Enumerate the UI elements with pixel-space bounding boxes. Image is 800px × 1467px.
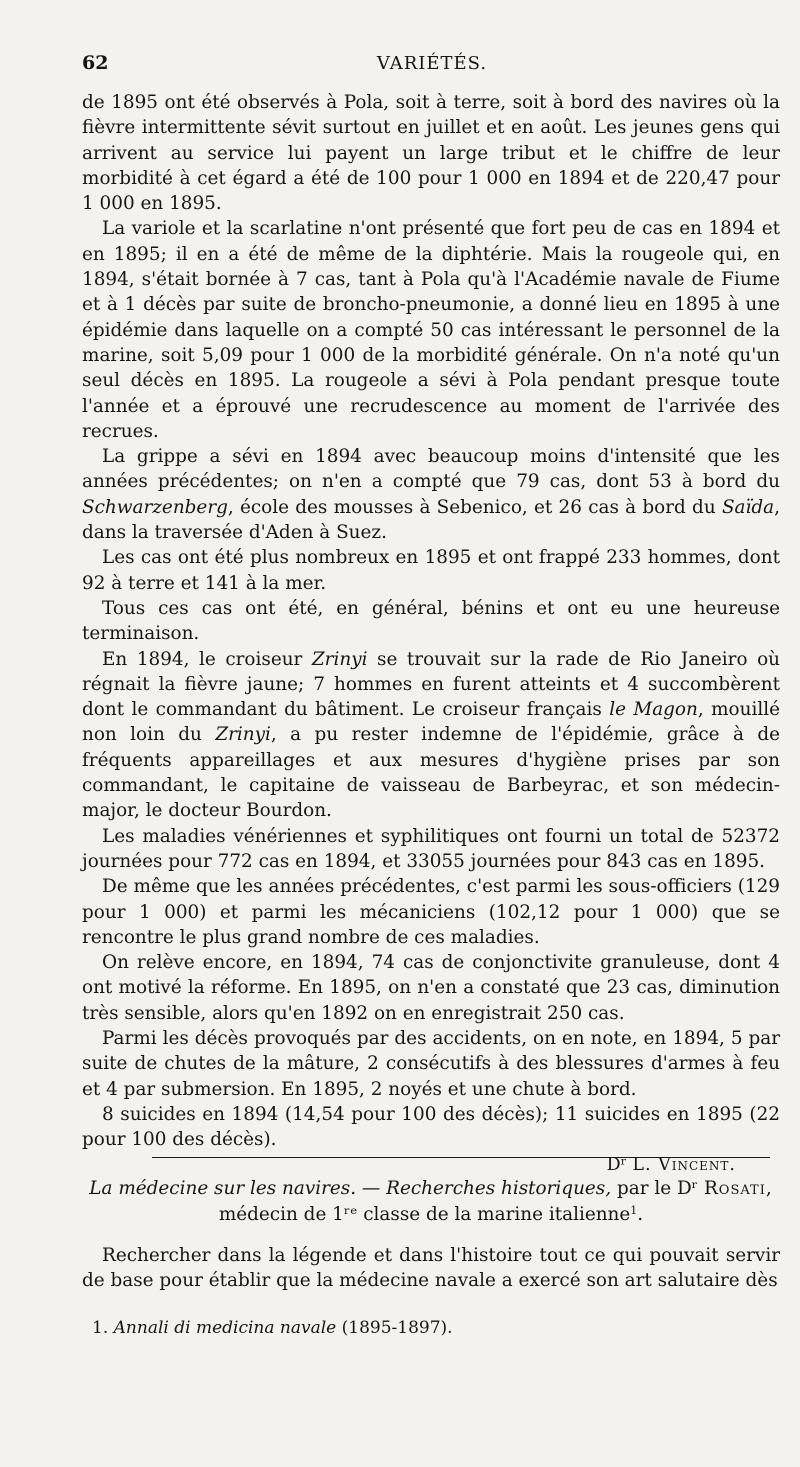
text-span: se trouvait sur la rade de Rio Janeiro où régnait la fièvre jaune; 7 hommes en furent atteints et 4 succombèrent dont le commandant du bâtiment. Le croiseur français: [82, 648, 780, 721]
text-span: , mouillé non loin du: [82, 699, 780, 746]
article-author-rank: médecin de 1ʳᵉ classe de la marine italienne: [218, 1204, 631, 1225]
footnote-number: 1.: [92, 1318, 109, 1338]
article-title: La médecine sur les navires. — Recherches historiques,: [89, 1178, 612, 1199]
paragraph-accidents: Parmi les décès provoqués par des accidents, on en note, en 1894, 5 par suite de chutes de la mâture, 2 consécutifs à des blessures d'armes à feu et 4 par submersion. En 1895, 2 noyés et une chute à bord.: [82, 1027, 780, 1100]
paragraph-venereal: Les maladies vénériennes et syphilitiques ont fourni un total de 52372 journées pour 772 cas en 1894, et 33055 journées pour 843 cas en 1895.: [82, 825, 780, 872]
ship-name: Schwarzenberg: [82, 496, 228, 518]
footnote: [92, 1318, 453, 1338]
signature-name: L. Vincent.: [632, 1155, 736, 1176]
ship-name: Zrinyi: [215, 724, 271, 746]
ship-name: Zrinyi: [311, 648, 368, 670]
page-number: 62: [82, 52, 109, 74]
article-text: [82, 1243, 780, 1294]
article-heading: La médecine sur les navires. — Recherches historiques, par le Dʳ Rosati, médecin de 1ʳᵉ classe de la marine italienne$^1$.: [89, 1178, 773, 1225]
signature-title: Dʳ: [606, 1155, 627, 1176]
article-paragraph: Rechercher dans la légende et dans l'histoire tout ce qui pouvait servir de base pour établir que la médecine navale a exercé son art salutaire dès: [82, 1245, 780, 1292]
paragraph-suicides: 8 suicides en 1894 (14,54 pour 100 des décès); 11 suicides en 1895 (22 pour 100 des décès).: [82, 1103, 780, 1151]
paragraph-measles: La variole et la scarlatine n'ont présenté que fort peu de cas en 1894 et en 1895; il en a été de même de la diphtérie. Mais la rougeole qui, en 1894, s'était bornée à 7 cas, tant à Pola qu'à l'Académie navale de Fiume et à 1 décès par suite de broncho-pneumonie, a donné lieu en 1895 à une épidémie dans laquelle on a compté 50 cas intéressant le personnel de la marine, soit 5,09 pour 1 000 de la morbidité générale. On n'a noté qu'un seul décès en 1895. La rougeole a sévi à Pola pendant presque toute l'année et a éprouvé une recrudescence au moment de l'arrivée des recrues.: [82, 218, 780, 442]
page-header: [82, 52, 782, 86]
footnote-marker: 1: [630, 1204, 638, 1217]
article-author: Rosati,: [703, 1178, 773, 1199]
text-span: La grippe a sévi en 1894 avec beaucoup moins d'intensité que les années précédentes; on n'en a compté que 79 cas, dont 53 à bord du: [82, 446, 780, 493]
article-byline-prefix: par le Dʳ: [616, 1178, 699, 1199]
text-span: , a pu rester indemne de l'épidémie, grâce à de fréquents appareillages et aux mesures d'hygiène prises par son commandant, le capitaine de vaisseau de Barbeyrac, et son médecin-major, le docteur Bourdon.: [82, 724, 780, 822]
paragraph-cases-1895: Les cas ont été plus nombreux en 1895 et ont frappé 233 hommes, dont 92 à terre et 141 à la mer.: [82, 547, 780, 594]
paragraph-fever: de 1895 ont été observés à Pola, soit à terre, soit à bord des navires où la fièvre intermittente sévit surtout en juillet et en août. Les jeunes gens qui arrivent au service lui payent un large tribut et le chiffre de leur morbidité à cet égard a été de 100 pour 1 000 en 1894 et de 220,47 pour 1 000 en 1895.: [82, 92, 780, 215]
text-span: , dans la traversée d'Aden à Suez.: [82, 496, 780, 544]
section-divider: [152, 1157, 770, 1158]
footnote-years: (1895-1897).: [341, 1318, 453, 1338]
paragraph-influenza: [82, 444, 780, 545]
paragraph-yellow-fever: [82, 647, 780, 824]
ship-name: le Magon: [609, 699, 698, 721]
paragraph-benign: Tous ces cas ont été, en général, bénins et ont eu une heureuse terminaison.: [82, 597, 780, 645]
text-span: , école des mousses à Sebenico, et 26 cas à bord du: [227, 496, 716, 518]
ship-name: Saïda: [721, 496, 775, 518]
running-head: VARIÉTÉS.: [376, 53, 488, 74]
text-span: En 1894, le croiseur: [102, 648, 303, 670]
paragraph-ncos: De même que les années précédentes, c'est parmi les sous-officiers (129 pour 1 000) et parmi les mécaniciens (102,12 pour 1 000) que se rencontre le plus grand nombre de ces maladies.: [82, 876, 780, 948]
footnote-journal: Annali di medicina navale: [113, 1318, 337, 1338]
body-text: [82, 90, 780, 1179]
paragraph-conjunctivitis: On relève encore, en 1894, 74 cas de conjonctivite granuleuse, dont 4 ont motivé la réforme. En 1895, on n'en a constaté que 23 cas, diminution très sensible, alors qu'en 1892 on en enregistrait 250 cas.: [82, 952, 780, 1024]
